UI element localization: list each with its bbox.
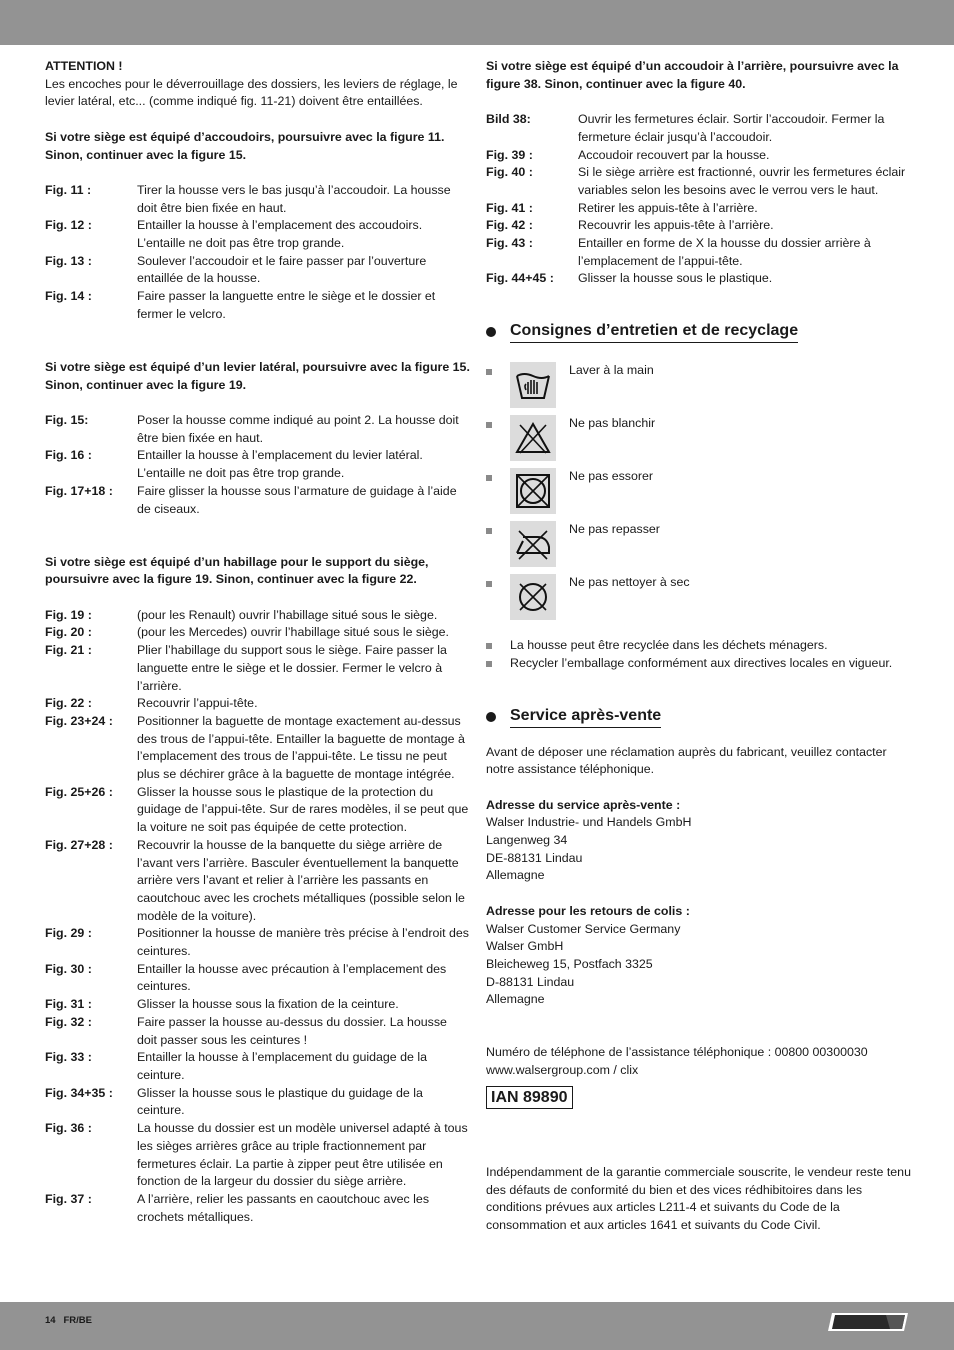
instruction-row — [45, 837, 470, 926]
bullet-square-icon — [486, 643, 492, 649]
bullet-square-icon — [486, 475, 492, 481]
service-address — [486, 814, 911, 885]
figure-ref: Fig. 34+35 : — [45, 1085, 113, 1100]
bullet-dot-icon — [486, 327, 496, 337]
service-intro: Avant de déposer une réclamation auprès du fabricant, veuillez contacter notre assistance téléphonique. — [486, 744, 887, 777]
instruction-text: Recouvrir la housse de la banquette du siège arrière de l’avant vers l’arrière. Basculer éventuellement la banquette arrière vers l’avant et relier à l’arrière les passants en caoutchouc avec les crochets métalliques (possible selon le modèle de la voiture). — [137, 837, 465, 923]
care-item — [486, 521, 911, 574]
figure-ref: Fig. 42 : — [486, 218, 533, 233]
figure-ref: Fig. 22 : — [45, 696, 92, 711]
attention-text: Les encoches pour le déverrouillage des dossiers, les leviers de réglage, le levier latéral, etc... (comme indiqué fig. 11-21) doivent être entaillées. — [45, 76, 458, 109]
instruction-row — [45, 607, 470, 625]
warranty-text: Indépendamment de la garantie commerciale souscrite, le vendeur reste tenu des défauts de conformité du bien et des vices rédhibitoires dans les conditions prévues aux articles L211-4 et suivants du Code de la consommation et aux articles 1641 et suivants du Code Civil. — [486, 1164, 911, 1232]
figure-ref: Fig. 16 : — [45, 448, 92, 463]
instruction-row — [45, 217, 470, 252]
returns-address — [486, 921, 911, 1010]
address-line: Walser Customer Service Germany — [486, 921, 681, 936]
figure-ref: Fig. 30 : — [45, 961, 92, 976]
no-dry-clean-icon — [510, 574, 556, 620]
instruction-row — [45, 1085, 470, 1120]
instruction-text: Glisser la housse sous le plastique. — [578, 271, 773, 286]
figure-ref: Fig. 33 : — [45, 1050, 92, 1065]
section-trim-list — [45, 607, 470, 1227]
figure-ref: Fig. 11 : — [45, 182, 92, 197]
instruction-text: Ouvrir les fermetures éclair. Sortir l’accoudoir. Fermer la fermeture éclair jusqu’à l’accoudoir. — [578, 112, 885, 144]
instruction-text: Glisser la housse sous le plastique de la protection du guidage de l’appui-tête. Sur de rares modèles, il se peut que la voiture ne soit pas équipée de cette protection. — [137, 784, 469, 835]
instruction-text: Tirer la housse vers le bas jusqu’à l’accoudoir. La housse doit être bien fixée en haut. — [137, 182, 451, 215]
address-line: Allemagne — [486, 992, 545, 1007]
service-heading: Service après-vente — [486, 706, 911, 728]
bottom-footer-bar — [0, 1302, 954, 1350]
figure-ref: Fig. 44+45 : — [486, 271, 554, 286]
care-label: Ne pas essorer — [569, 469, 654, 484]
no-bleach-icon — [510, 415, 556, 461]
instruction-row — [45, 642, 470, 695]
instruction-text: Poser la housse comme indiqué au point 2. La housse doit être bien fixée en haut. — [137, 413, 459, 445]
figure-ref: Fig. 15: — [45, 413, 89, 427]
left-column — [45, 58, 470, 1226]
address-line: Bleicheweg 15, Postfach 3325 — [486, 956, 653, 971]
address-line: Allemagne — [486, 868, 545, 883]
instruction-row — [45, 182, 470, 217]
instruction-row — [45, 784, 470, 837]
instruction-row — [486, 164, 911, 199]
bullet-square-icon — [486, 369, 492, 375]
instruction-row — [45, 1120, 470, 1191]
care-item — [486, 415, 911, 468]
care-label: Ne pas repasser — [569, 522, 660, 537]
instruction-row — [45, 1049, 470, 1084]
care-item — [486, 574, 911, 627]
care-label: Laver à la main — [569, 363, 654, 378]
list-item — [486, 637, 911, 655]
care-heading: Consignes d’entretien et de recyclage — [486, 321, 911, 343]
figure-ref: Fig. 21 : — [45, 643, 92, 658]
address-line: Walser GmbH — [486, 939, 564, 954]
instruction-text: Glisser la housse sous la fixation de la ceinture. — [137, 997, 399, 1012]
care-item — [486, 468, 911, 521]
instruction-row — [45, 1014, 470, 1049]
figure-ref: Fig. 31 : — [45, 997, 92, 1012]
recycling-list — [486, 637, 911, 672]
instruction-text: Si le siège arrière est fractionné, ouvrir les fermetures éclair variables selon les besoins avec le verrou vers le haut. — [578, 165, 906, 197]
figure-ref: Fig. 17+18 : — [45, 483, 113, 498]
instruction-row — [45, 412, 470, 447]
list-item — [486, 655, 911, 673]
figure-ref: Fig. 36 : — [45, 1121, 92, 1136]
list-item-text: La housse peut être recyclée dans les déchets ménagers. — [510, 638, 828, 653]
no-iron-icon — [510, 521, 556, 567]
brand-logo — [828, 1311, 910, 1333]
instruction-text: (pour les Mercedes) ouvrir l’habillage situé sous le siège. — [137, 625, 449, 640]
instruction-text: Positionner la baguette de montage exactement au-dessus des trous de l’appui-tête. Entailler la baguette de montage à l’emplacement des trous de l’appui-tête. Le tissu ne peut plus se déchirer grâce à la baguette de montage intégrée. — [137, 713, 465, 782]
section-armrest-title: Si votre siège est équipé d’accoudoirs, poursuivre avec la figure 11. Sinon, continuer avec la figure 15. — [45, 129, 445, 162]
bullet-square-icon — [486, 661, 492, 667]
figure-ref: Bild 38: — [486, 112, 531, 127]
address-line: Langenweg 34 — [486, 833, 568, 848]
attention-title: ATTENTION ! — [45, 59, 123, 73]
instruction-text: A l’arrière, relier les passants en caoutchouc avec les crochets métalliques. — [137, 1191, 430, 1224]
instruction-row — [45, 624, 470, 642]
figure-ref: Fig. 43 : — [486, 236, 533, 251]
figure-ref: Fig. 12 : — [45, 218, 92, 233]
figure-ref: Fig. 29 : — [45, 926, 92, 941]
instruction-row — [486, 270, 911, 288]
figure-ref: Fig. 20 : — [45, 625, 92, 640]
figure-ref: Fig. 23+24 : — [45, 713, 113, 728]
instruction-row — [45, 253, 470, 288]
instruction-text: Recouvrir les appuis-tête à l’arrière. — [578, 218, 774, 233]
instruction-row — [45, 1191, 470, 1226]
bullet-dot-icon — [486, 712, 496, 722]
hand-wash-icon — [510, 362, 556, 408]
care-label: Ne pas nettoyer à sec — [569, 575, 690, 590]
instruction-row — [45, 447, 470, 482]
instruction-row — [45, 961, 470, 996]
figure-ref: Fig. 39 : — [486, 147, 533, 162]
section-lever-title: Si votre siège est équipé d’un levier latéral, poursuivre avec la figure 15. Sinon, continuer avec la figure 19. — [45, 359, 470, 392]
right-column — [486, 58, 911, 1235]
instruction-text: Glisser la housse sous le plastique du guidage de la ceinture. — [137, 1085, 423, 1118]
instruction-text: (pour les Renault) ouvrir l’habillage situé sous le siège. — [137, 607, 438, 622]
instruction-text: La housse du dossier est un modèle universel adapté à tous les sièges arrières grâce au triple fractionnement par fermetures éclair. La partie à zipper peut être utilisée en fonction de la largeur du dossier du siège arrière. — [137, 1121, 468, 1189]
instruction-row — [45, 996, 470, 1014]
service-address-title: Adresse du service après-vente : — [486, 797, 681, 812]
instruction-text: Entailler la housse à l’emplacement du guidage de la ceinture. — [137, 1050, 427, 1082]
address-line: Walser Industrie- und Handels GmbH — [486, 815, 692, 830]
no-tumble-dry-icon — [510, 468, 556, 514]
instruction-text: Faire glisser la housse sous l’armature de guidage à l’aide de ciseaux. — [137, 483, 457, 516]
section-trim-title: Si votre siège est équipé d’un habillage pour le support du siège, poursuivre avec la figure 19. Sinon, continuer avec la figure 22. — [45, 554, 429, 587]
instruction-text: Faire passer la housse au-dessus du dossier. La housse doit passer sous les ceintures ! — [137, 1014, 447, 1047]
instruction-row — [45, 483, 470, 518]
instruction-row — [486, 111, 911, 146]
bullet-square-icon — [486, 422, 492, 428]
address-line: DE-88131 Lindau — [486, 850, 583, 865]
section-lever-list — [45, 412, 470, 518]
figure-ref: Fig. 14 : — [45, 289, 92, 304]
figure-ref: Fig. 32 : — [45, 1014, 92, 1029]
instruction-row — [486, 235, 911, 270]
instruction-text: Entailler la housse à l’emplacement des accoudoirs. L’entaille ne doit pas être trop grande. — [137, 218, 423, 250]
instruction-text: Retirer les appuis-tête à l’arrière. — [578, 200, 758, 215]
instruction-row — [486, 147, 911, 165]
instruction-text: Plier l’habillage du support sous le siège. Faire passer la languette entre le siège et le dossier. Fermer le velcro à l’arrière. — [137, 643, 447, 693]
website-link[interactable]: www.walsergroup.com / clix — [486, 1063, 639, 1078]
instruction-text: Entailler en forme de X la housse du dossier arrière à l’emplacement de l’appui-tête. — [578, 236, 871, 268]
instruction-row — [45, 695, 470, 713]
phone-line: Numéro de téléphone de l’assistance téléphonique : 00800 00300030 — [486, 1045, 868, 1060]
instruction-row — [486, 217, 911, 235]
instruction-text: Accoudoir recouvert par la housse. — [578, 147, 770, 162]
section-rear-armrest-title: Si votre siège est équipé d’un accoudoir à l’arrière, poursuivre avec la figure 38. Sinon, continuer avec la figure 40. — [486, 59, 899, 91]
figure-ref: Fig. 19 : — [45, 607, 92, 622]
section-rear-armrest-list — [486, 111, 911, 288]
instruction-text: Entailler la housse à l’emplacement du levier latéral. L’entaille ne doit pas être trop grande. — [137, 448, 423, 481]
care-item — [486, 362, 911, 415]
bullet-square-icon — [486, 528, 492, 534]
instruction-row — [45, 288, 470, 323]
instruction-text: Faire passer la languette entre le siège et le dossier et fermer le velcro. — [137, 289, 436, 321]
figure-ref: Fig. 13 : — [45, 253, 92, 268]
instruction-text: Recouvrir l’appui-tête. — [137, 696, 258, 711]
section-armrest-list — [45, 182, 470, 324]
instruction-row — [45, 713, 470, 784]
returns-address-title: Adresse pour les retours de colis : — [486, 903, 690, 918]
care-label: Ne pas blanchir — [569, 416, 656, 431]
top-header-bar — [0, 0, 954, 45]
figure-ref: Fig. 25+26 : — [45, 784, 113, 799]
figure-ref: Fig. 41 : — [486, 200, 533, 215]
address-line: D-88131 Lindau — [486, 974, 575, 989]
page-number: 14 FR/BE — [45, 1315, 92, 1326]
instruction-text: Positionner la housse de manière très précise à l’endroit des ceintures. — [137, 926, 469, 959]
figure-ref: Fig. 37 : — [45, 1191, 92, 1206]
bullet-square-icon — [486, 581, 492, 587]
instruction-row — [486, 200, 911, 218]
instruction-row — [45, 925, 470, 960]
instruction-text: Entailler la housse avec précaution à l’emplacement des ceintures. — [137, 961, 447, 994]
ian-number: IAN 89890 — [486, 1086, 573, 1109]
figure-ref: Fig. 27+28 : — [45, 837, 113, 852]
care-symbols-list — [486, 362, 911, 627]
figure-ref: Fig. 40 : — [486, 165, 533, 180]
list-item-text: Recycler l’emballage conformément aux directives locales en vigueur. — [510, 655, 893, 670]
instruction-text: Soulever l’accoudoir et le faire passer par l’ouverture entaillée de la housse. — [137, 253, 427, 286]
